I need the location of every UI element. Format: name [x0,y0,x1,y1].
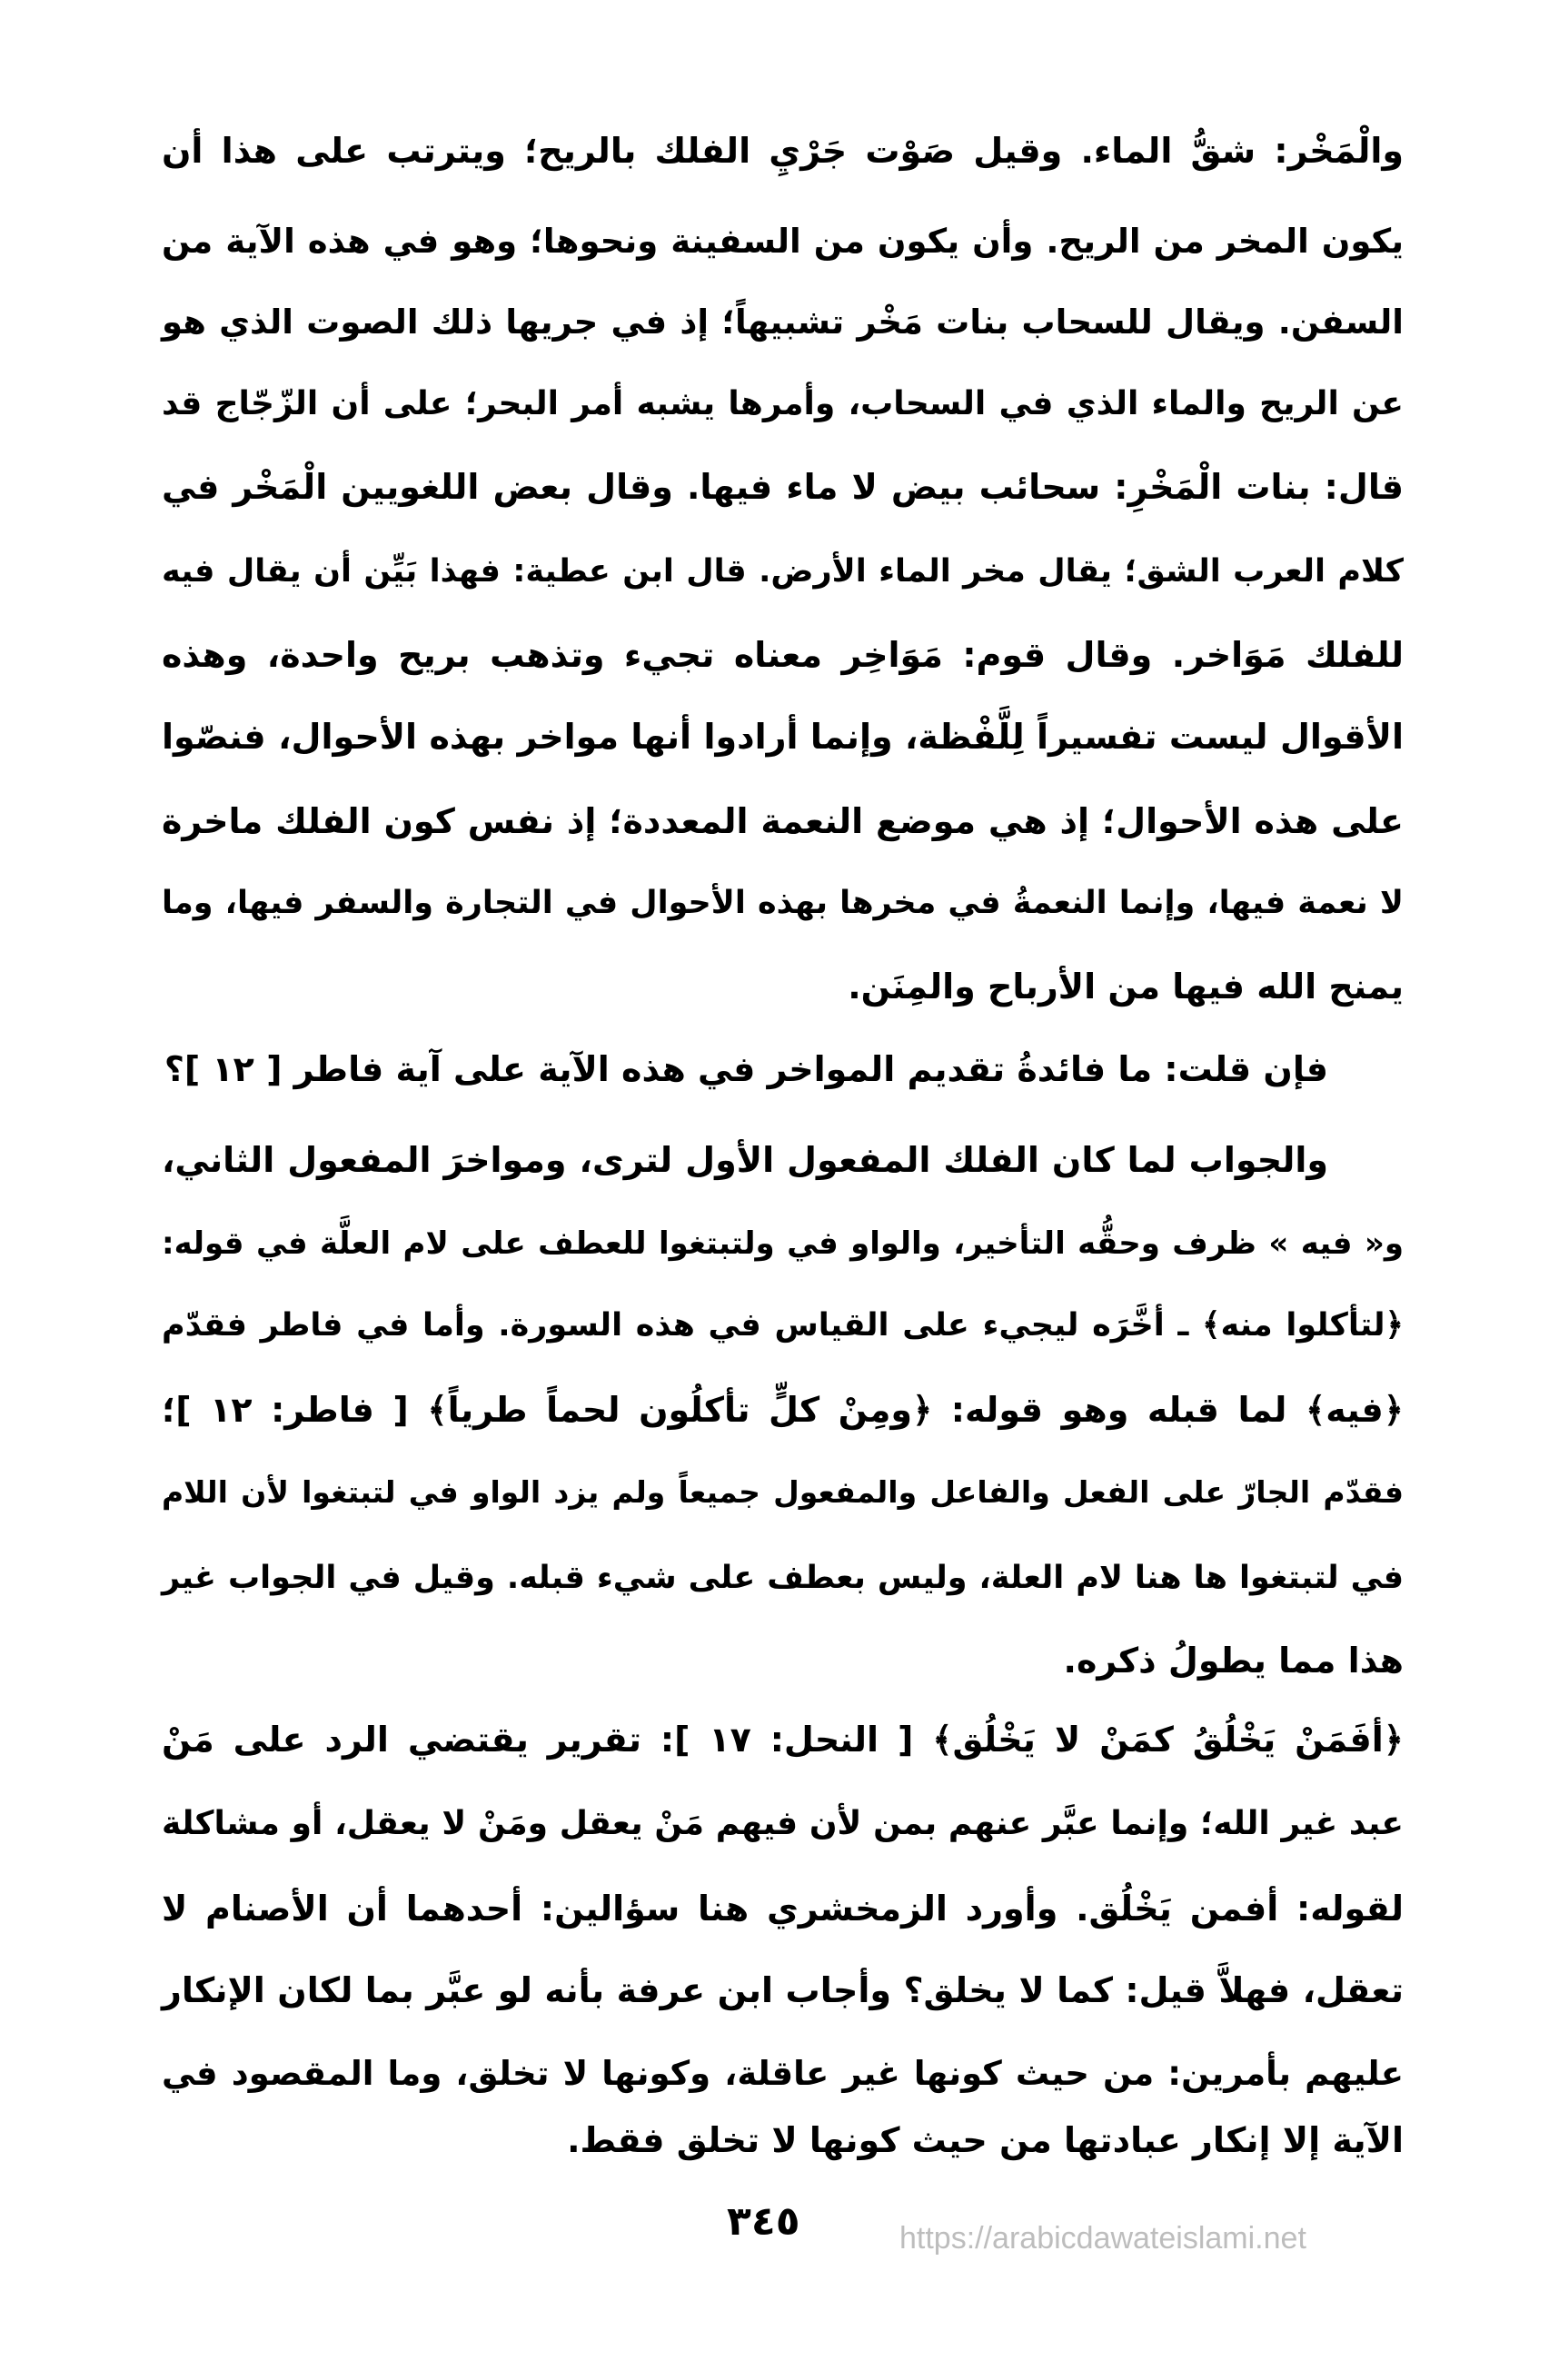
text-line: قال: بنات الْمَخْرِ: سحائب بيض لا ماء فيها. وقال بعض اللغويين الْمَخْر في [162,467,1404,507]
text-line: عن الريح والماء الذي في السحاب، وأمرها يشبه أمر البحر؛ على أن الزّجّاج قد [162,385,1404,422]
text-line: على هذه الأحوال؛ إذ هي موضع النعمة المعددة؛ إذ نفس كون الفلك ماخرة [162,801,1404,841]
text-line: كلام العرب الشق؛ يقال مخر الماء الأرض. قال ابن عطية: فهذا بَيِّن أن يقال فيه [162,553,1404,590]
text-line: عبد غير الله؛ وإنما عبَّر عنهم بمن لأن فيهم مَنْ يعقل ومَنْ لا يعقل، أو مشاكلة [162,1805,1404,1842]
watermark-url: https://arabicdawateislami.net [899,2221,1306,2256]
text-line: لقوله: أفمن يَخْلُق. وأورد الزمخشري هنا سؤالين: أحدهما أن الأصنام لا [162,1889,1404,1929]
text-line: لا نعمة فيها، وإنما النعمةُ في مخرها بهذه الأحوال في التجارة والسفر فيها، وما [162,885,1404,921]
page-number: ٣٤٥ [727,2198,800,2245]
text-line: يمنح الله فيها من الأرباح والمِنَن. [848,967,1404,1007]
text-line: هذا مما يطولُ ذكره. [1063,1641,1404,1681]
text-line: فإن قلت: ما فائدةُ تقديم المواخر في هذه الآية على آية فاطر [ ١٢ ]؟ [164,1049,1328,1089]
text-line: تعقل، فهلاَّ قيل: كما لا يخلق؟ وأجاب ابن عرفة بأنه لو عبَّر بما لكان الإنكار [162,1970,1404,2010]
text-line: والْمَخْر: شقُّ الماء. وقيل صَوْت جَرْيِ الفلك بالريح؛ ويترتب على هذا أن [162,131,1404,171]
text-line: يكون المخر من الريح. وأن يكون من السفينة ونحوها؛ وهو في هذه الآية من [162,222,1404,261]
text-line: و« فيه » ظرف وحقُّه التأخير، والواو في ولتبتغوا للعطف على لام العلَّة في قوله: [162,1225,1404,1262]
text-line: السفن. ويقال للسحاب بنات مَخْر تشبيهاً؛ إذ في جريها ذلك الصوت الذي هو [162,302,1404,342]
text-line: عليهم بأمرين: من حيث كونها غير عاقلة، وكونها لا تخلق، وما المقصود في [162,2054,1404,2093]
text-line: ﴿أفَمَنْ يَخْلُقُ كمَنْ لا يَخْلُق﴾ [ النحل: ١٧ ]: تقرير يقتضي الرد على مَنْ [162,1720,1404,1760]
text-line: في لتبتغوا ها هنا لام العلة، وليس بعطف على شيء قبله. وقيل في الجواب غير [162,1560,1404,1596]
text-line: فقدّم الجارّ على الفعل والفاعل والمفعول جميعاً ولم يزد الواو في لتبتغوا لأن اللام [162,1474,1404,1510]
text-line: ﴿فيه﴾ لما قبله وهو قوله: ﴿ومِنْ كلٍّ تأكلُون لحماً طرياً﴾ [ فاطر: ١٢ ]؛ [162,1390,1404,1430]
text-line: الأقوال ليست تفسيراً لِلَّفْظة، وإنما أرادوا أنها مواخر بهذه الأحوال، فنصّوا [162,717,1404,757]
text-line: الآية إلا إنكار عبادتها من حيث كونها لا تخلق فقط. [567,2120,1404,2160]
text-line: ﴿لتأكلوا منه﴾ ـ أخَّرَه ليجيء على القياس في هذه السورة. وأما في فاطر فقدّم [162,1307,1404,1344]
text-line: للفلك مَوَاخر. وقال قوم: مَوَاخِر معناه تجيء وتذهب بريح واحدة، وهذه [162,635,1404,675]
text-line: والجواب لما كان الفلك المفعول الأول لترى، ومواخرَ المفعول الثاني، [162,1140,1328,1180]
